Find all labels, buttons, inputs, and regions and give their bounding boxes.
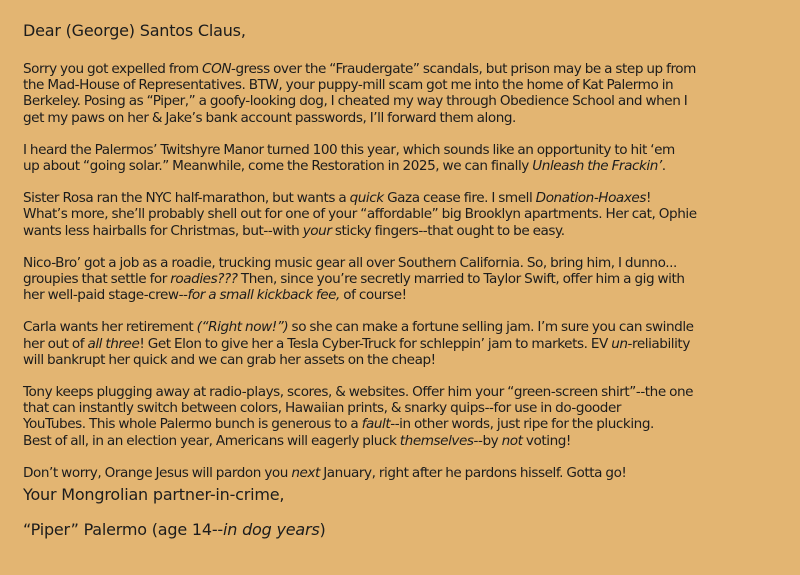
paragraph-dont-worry <box>23 465 783 481</box>
italic-text: Donation-Hoaxes <box>535 190 646 207</box>
italic-text: next <box>291 464 320 481</box>
italic-text: quick <box>349 190 384 207</box>
italic-text: your <box>302 222 332 239</box>
italic-text: CON <box>202 61 232 77</box>
paragraph-tony <box>23 384 783 449</box>
italic-text: themselves <box>399 432 474 449</box>
text-line: Berkeley. Posing as “Piper,” a goofy-looking dog, I cheated my way through Obedience School and when I <box>23 93 688 110</box>
paragraph-twitshyre-manor <box>23 142 783 174</box>
closing: Your Mongrolian partner-in-crime, <box>23 485 285 504</box>
italic-text: Unleash the Frackin’ <box>532 158 662 175</box>
text-line: up about “going solar.” Meanwhile, come the Restoration in 2025, we can finally Unleash the Frackin’. <box>23 158 666 175</box>
text-line: What’s more, she’ll probably shell out for one of your “affordable” big Brooklyn apartments. Her cat, Ophie <box>23 206 697 223</box>
text-line: get my paws on her & Jake’s bank account passwords, I’ll forward them along. <box>23 109 516 126</box>
salutation: Dear (George) Santos Claus, <box>23 21 246 40</box>
text-line: groupies that settle for roadies??? Then, since you’re secretly married to Taylor Swift, offer him a gig with <box>23 271 685 288</box>
text-line: YouTubes. This whole Palermo bunch is generous to a fault--in other words, just ripe for the plucking. <box>23 416 654 433</box>
italic-text: in dog years <box>223 520 320 539</box>
text-line: Sister Rosa ran the NYC half-marathon, but wants a quick Gaza cease fire. I smell Donation-Hoaxes! <box>23 190 651 207</box>
text-line: Tony keeps plugging away at radio-plays, scores, & websites. Offer him your “green-screen shirt”--the one <box>23 384 694 401</box>
italic-text: fault <box>361 416 391 433</box>
italic-text: for a small kickback fee, <box>187 287 340 304</box>
text-line: Nico-Bro’ got a job as a roadie, trucking music gear all over Southern California. So, bring him, I dunno... <box>23 254 677 271</box>
paragraph-sister-rosa <box>23 190 783 239</box>
text-line: her well-paid stage-crew--for a small kickback fee, of course! <box>23 287 407 304</box>
text-line: Best of all, in an election year, Americans will eagerly pluck themselves--by not voting! <box>23 432 571 449</box>
paragraph-expelled <box>23 61 783 126</box>
text-line: I heard the Palermos’ Twitshyre Manor turned 100 this year, which sounds like an opportunity to hit ‘em <box>23 141 675 158</box>
text-line: Don’t worry, Orange Jesus will pardon you next January, right after he pardons hisself. Gotta go! <box>23 464 627 481</box>
paragraph-carla <box>23 319 783 368</box>
italic-text: un <box>611 335 628 352</box>
text-line: wants less hairballs for Christmas, but--with your sticky fingers--that ought to be easy. <box>23 222 565 239</box>
text-line: Sorry you got expelled from CON-gress over the “Fraudergate” scandals, but prison may be a step up from <box>23 61 696 77</box>
text-line: that can instantly switch between colors, Hawaiian prints, & snarky quips--for use in do-gooder <box>23 400 622 417</box>
paragraph-nico-bro <box>23 255 783 304</box>
italic-text: all three <box>87 335 140 352</box>
signature: “Piper” Palermo (age 14--in dog years) <box>23 520 326 539</box>
text-line: will bankrupt her quick and we can grab her assets on the cheap! <box>23 351 436 368</box>
italic-text: roadies??? <box>170 271 238 288</box>
italic-text: not <box>501 432 523 449</box>
letter-body <box>23 61 783 497</box>
italic-text: (“Right now!”) <box>196 319 289 336</box>
text-line: Carla wants her retirement (“Right now!”) so she can make a fortune selling jam. I’m sure you can swindle <box>23 319 694 336</box>
text-line: her out of all three! Get Elon to give her a Tesla Cyber-Truck for schleppin’ jam to markets. EV un-reliability <box>23 335 690 352</box>
text-line: the Mad-House of Representatives. BTW, your puppy-mill scam got me into the home of Kat Palermo in <box>23 77 674 94</box>
